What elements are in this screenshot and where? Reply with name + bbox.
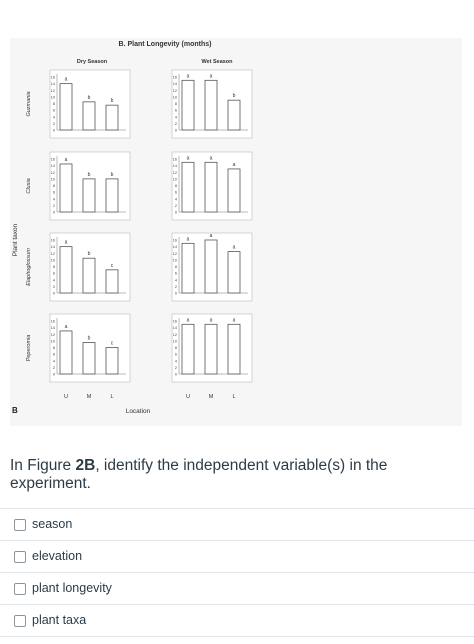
option-label: season	[32, 517, 73, 531]
y-tick-label: 0	[52, 128, 55, 133]
significance-letter: a	[232, 161, 236, 168]
row-group-label: Plant taxon	[12, 223, 19, 257]
bar-U	[60, 331, 72, 374]
y-tick-label: 8	[174, 184, 177, 188]
y-tick-label: 14	[172, 245, 177, 250]
option-label: elevation	[32, 549, 83, 563]
significance-letter: b	[87, 94, 91, 101]
y-tick-label: 0	[174, 210, 177, 215]
y-tick-label: 14	[172, 326, 177, 331]
bar-U	[60, 84, 72, 130]
y-tick-label: 4	[52, 278, 55, 283]
significance-letter: b	[87, 335, 91, 342]
y-tick-label: 16	[172, 238, 177, 243]
y-tick-label: 0	[174, 291, 177, 296]
bar-M	[83, 179, 95, 212]
option-plant-longevity[interactable]	[0, 572, 474, 604]
significance-letter: a	[64, 76, 68, 83]
y-tick-label: 14	[50, 82, 55, 87]
y-tick-label: 6	[52, 271, 55, 276]
checkbox[interactable]	[14, 615, 26, 627]
y-tick-label: 4	[174, 278, 177, 283]
bar-L	[228, 252, 240, 293]
bar-L	[228, 324, 240, 374]
column-label-dry: Dry Season	[76, 59, 108, 65]
y-tick-label: 10	[172, 177, 177, 182]
significance-letter: a	[186, 236, 190, 243]
row-label-guzmania: Guzmania	[26, 91, 32, 117]
question-figure-ref: 2B	[75, 457, 96, 474]
y-tick-label: 4	[52, 115, 55, 120]
y-tick-label: 16	[172, 75, 177, 80]
x-tick-label-L: L	[110, 394, 114, 400]
y-tick-label: 4	[52, 197, 55, 202]
y-tick-label: 10	[50, 177, 55, 182]
significance-letter: a	[64, 156, 68, 163]
bar-U	[60, 247, 72, 293]
significance-letter: b	[232, 93, 236, 100]
y-tick-label: 6	[174, 271, 177, 276]
bar-L	[106, 348, 118, 375]
bar-M	[205, 324, 217, 374]
significance-letter: a	[209, 233, 213, 239]
y-tick-label: 0	[174, 372, 177, 377]
y-tick-label: 12	[172, 251, 177, 256]
bar-U	[182, 80, 194, 130]
y-tick-label: 10	[50, 95, 55, 100]
row-label-clusia: Clusia	[26, 178, 32, 194]
y-tick-label: 10	[172, 258, 177, 263]
bar-U	[182, 162, 194, 212]
option-plant-taxa[interactable]	[0, 604, 474, 637]
y-tick-label: 8	[174, 346, 177, 350]
option-season[interactable]	[0, 508, 474, 540]
y-tick-label: 12	[172, 332, 177, 337]
x-tick-label-M: M	[86, 394, 92, 400]
y-tick-label: 12	[50, 88, 55, 93]
option-elevation[interactable]	[0, 540, 474, 572]
y-tick-label: 8	[52, 184, 55, 188]
y-tick-label: 16	[50, 75, 55, 80]
significance-letter: b	[87, 171, 91, 178]
y-tick-label: 6	[174, 352, 177, 357]
y-tick-label: 2	[174, 203, 177, 208]
x-tick-label-L: L	[232, 394, 236, 400]
y-tick-label: 2	[174, 284, 177, 289]
panel-letter: B	[12, 406, 18, 415]
y-tick-label: 2	[52, 365, 55, 370]
y-tick-label: 4	[174, 359, 177, 364]
significance-letter: a	[64, 323, 68, 330]
x-tick-label-M: M	[208, 394, 214, 400]
question-prefix: In Figure	[10, 457, 76, 474]
row-label-peperomia: Peperomia	[26, 334, 32, 362]
significance-letter: a	[209, 317, 213, 324]
y-tick-label: 10	[50, 258, 55, 263]
bar-M	[205, 162, 217, 212]
bar-M	[83, 343, 95, 374]
bar-U	[182, 324, 194, 374]
bar-M	[205, 80, 217, 130]
y-tick-label: 8	[174, 265, 177, 269]
figure-background-right	[242, 38, 462, 426]
significance-letter: a	[209, 155, 213, 162]
y-tick-label: 0	[52, 372, 55, 377]
x-tick-label-U: U	[64, 394, 68, 400]
bar-L	[106, 179, 118, 212]
bar-L	[106, 270, 118, 293]
y-tick-label: 6	[174, 108, 177, 113]
y-tick-label: 16	[50, 238, 55, 243]
y-tick-label: 10	[172, 95, 177, 100]
y-tick-label: 10	[172, 339, 177, 344]
bar-L	[228, 169, 240, 212]
y-tick-label: 14	[50, 326, 55, 331]
y-tick-label: 8	[52, 346, 55, 350]
chart-title: B. Plant Longevity (months)	[118, 41, 212, 48]
option-label: plant longevity	[32, 581, 112, 595]
significance-letter: a	[64, 239, 68, 246]
row-label-elaphoglossum: Elaphoglossum	[26, 248, 32, 286]
significance-letter: a	[232, 244, 236, 251]
bar-L	[228, 100, 240, 130]
significance-letter: a	[232, 317, 236, 324]
y-tick-label: 16	[50, 157, 55, 162]
y-tick-label: 12	[172, 170, 177, 175]
y-tick-label: 14	[172, 82, 177, 87]
question-suffix: , identify the independent variable(s) in the experiment.	[10, 457, 388, 492]
y-tick-label: 10	[50, 339, 55, 344]
significance-letter: b	[110, 98, 114, 105]
y-tick-label: 16	[50, 319, 55, 324]
y-tick-label: 12	[172, 88, 177, 93]
y-tick-label: 12	[50, 170, 55, 175]
y-tick-label: 14	[50, 245, 55, 250]
bar-M	[205, 240, 217, 293]
y-tick-label: 2	[52, 121, 55, 126]
significance-letter: a	[186, 317, 190, 324]
significance-letter: c	[110, 262, 114, 269]
y-tick-label: 6	[52, 108, 55, 113]
answer-options	[0, 508, 474, 637]
y-tick-label: 4	[174, 197, 177, 202]
checkbox[interactable]	[14, 583, 26, 595]
y-tick-label: 2	[52, 203, 55, 208]
y-tick-label: 8	[52, 265, 55, 269]
y-tick-label: 8	[52, 102, 55, 106]
significance-letter: b	[87, 251, 91, 258]
y-tick-label: 4	[174, 115, 177, 120]
y-tick-label: 16	[172, 157, 177, 162]
y-tick-label: 6	[52, 190, 55, 195]
y-tick-label: 16	[172, 319, 177, 324]
checkbox[interactable]	[14, 519, 26, 531]
checkbox[interactable]	[14, 551, 26, 563]
y-tick-label: 2	[52, 284, 55, 289]
y-tick-label: 12	[50, 332, 55, 337]
bar-L	[106, 105, 118, 130]
bar-U	[182, 243, 194, 293]
significance-letter: b	[110, 171, 114, 178]
column-label-wet: Wet Season	[201, 59, 233, 65]
significance-letter: c	[110, 340, 114, 347]
bar-M	[83, 102, 95, 130]
y-tick-label: 4	[52, 359, 55, 364]
y-tick-label: 0	[174, 128, 177, 133]
y-tick-label: 8	[174, 102, 177, 106]
y-tick-label: 14	[172, 164, 177, 169]
significance-letter: a	[186, 73, 190, 80]
y-tick-label: 12	[50, 251, 55, 256]
significance-letter: a	[209, 73, 213, 80]
significance-letter: a	[186, 155, 190, 162]
option-label: plant taxa	[32, 613, 87, 627]
y-tick-label: 2	[174, 365, 177, 370]
bar-U	[60, 164, 72, 212]
y-tick-label: 6	[174, 190, 177, 195]
y-tick-label: 2	[174, 121, 177, 126]
x-axis-label: Location	[125, 408, 151, 415]
y-tick-label: 0	[52, 210, 55, 215]
x-tick-label-U: U	[186, 394, 190, 400]
y-tick-label: 14	[50, 164, 55, 169]
question-text	[10, 457, 470, 493]
y-tick-label: 6	[52, 352, 55, 357]
bar-M	[83, 258, 95, 293]
y-tick-label: 0	[52, 291, 55, 296]
